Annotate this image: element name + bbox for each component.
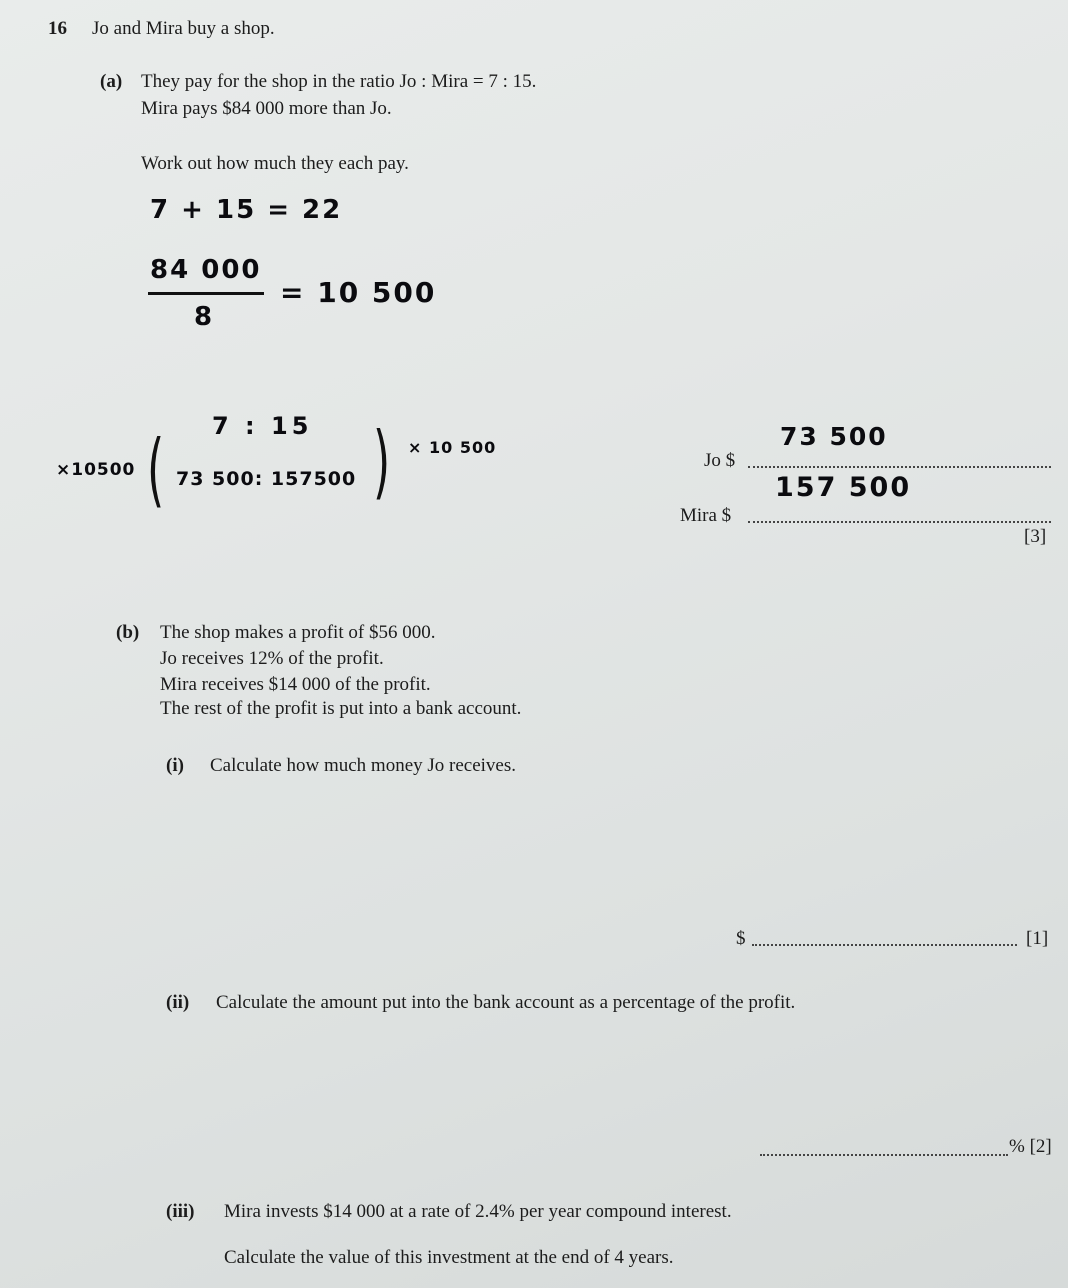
part-b-ii-text: Calculate the amount put into the bank account as a percentage of the profit. xyxy=(216,992,796,1013)
answer-mira-line xyxy=(748,521,1051,523)
part-a-instruction: Work out how much they each pay. xyxy=(141,153,409,174)
part-a-marks: [3] xyxy=(1024,526,1047,547)
question-number: 16 xyxy=(48,18,67,39)
answer-mira-label: Mira $ xyxy=(680,505,732,526)
part-b-iii-label: (iii) xyxy=(166,1201,195,1222)
fraction-bar xyxy=(148,292,264,295)
answer-jo-line xyxy=(748,466,1051,468)
right-paren-glyph: ) xyxy=(373,415,391,508)
part-a-line1: They pay for the shop in the ratio Jo : Mira = 7 : 15. xyxy=(141,71,537,92)
part-b-line1: The shop makes a profit of $56 000. xyxy=(160,622,436,643)
part-b-ii-label: (ii) xyxy=(166,992,190,1013)
answer-mira-value: 157 500 xyxy=(775,472,912,503)
part-b-ii-answer-suffix: % [2] xyxy=(1009,1136,1052,1157)
part-a-line2: Mira pays $84 000 more than Jo. xyxy=(141,98,392,119)
left-paren-glyph: ( xyxy=(147,423,165,516)
question-intro: Jo and Mira buy a shop. xyxy=(92,18,275,39)
working-ratio-top: 7 : 15 xyxy=(212,412,313,440)
part-a-label: (a) xyxy=(100,71,123,92)
part-b-i-answer-line xyxy=(752,944,1017,946)
part-b-label: (b) xyxy=(116,622,140,643)
part-b-iii-text: Mira invests $14 000 at a rate of 2.4% per year compound interest. xyxy=(224,1201,732,1222)
working-sum: 7 + 15 = 22 xyxy=(150,195,343,225)
part-b-line4: The rest of the profit is put into a bank account. xyxy=(160,698,522,719)
part-b-line3: Mira receives $14 000 of the profit. xyxy=(160,674,431,695)
part-b-line2: Jo receives 12% of the profit. xyxy=(160,648,384,669)
working-denominator: 8 xyxy=(194,302,215,332)
part-b-iii-text2: Calculate the value of this investment at the end of 4 years. xyxy=(224,1247,674,1268)
working-multiplier-left: ×10500 xyxy=(56,460,136,480)
part-b-i-text: Calculate how much money Jo receives. xyxy=(210,755,517,776)
part-b-i-label: (i) xyxy=(166,755,184,776)
working-ratio-bottom: 73 500: 157500 xyxy=(176,468,357,490)
working-numerator: 84 000 xyxy=(150,255,262,285)
part-b-i-answer-prefix: $ xyxy=(736,928,746,949)
answer-jo-value: 73 500 xyxy=(780,422,888,451)
working-result: = 10 500 xyxy=(280,276,437,309)
part-b-i-marks: [1] xyxy=(1026,928,1049,949)
part-b-ii-answer-line xyxy=(760,1154,1008,1156)
working-multiplier-right: × 10 500 xyxy=(408,438,497,457)
answer-jo-label: Jo $ xyxy=(704,450,736,471)
